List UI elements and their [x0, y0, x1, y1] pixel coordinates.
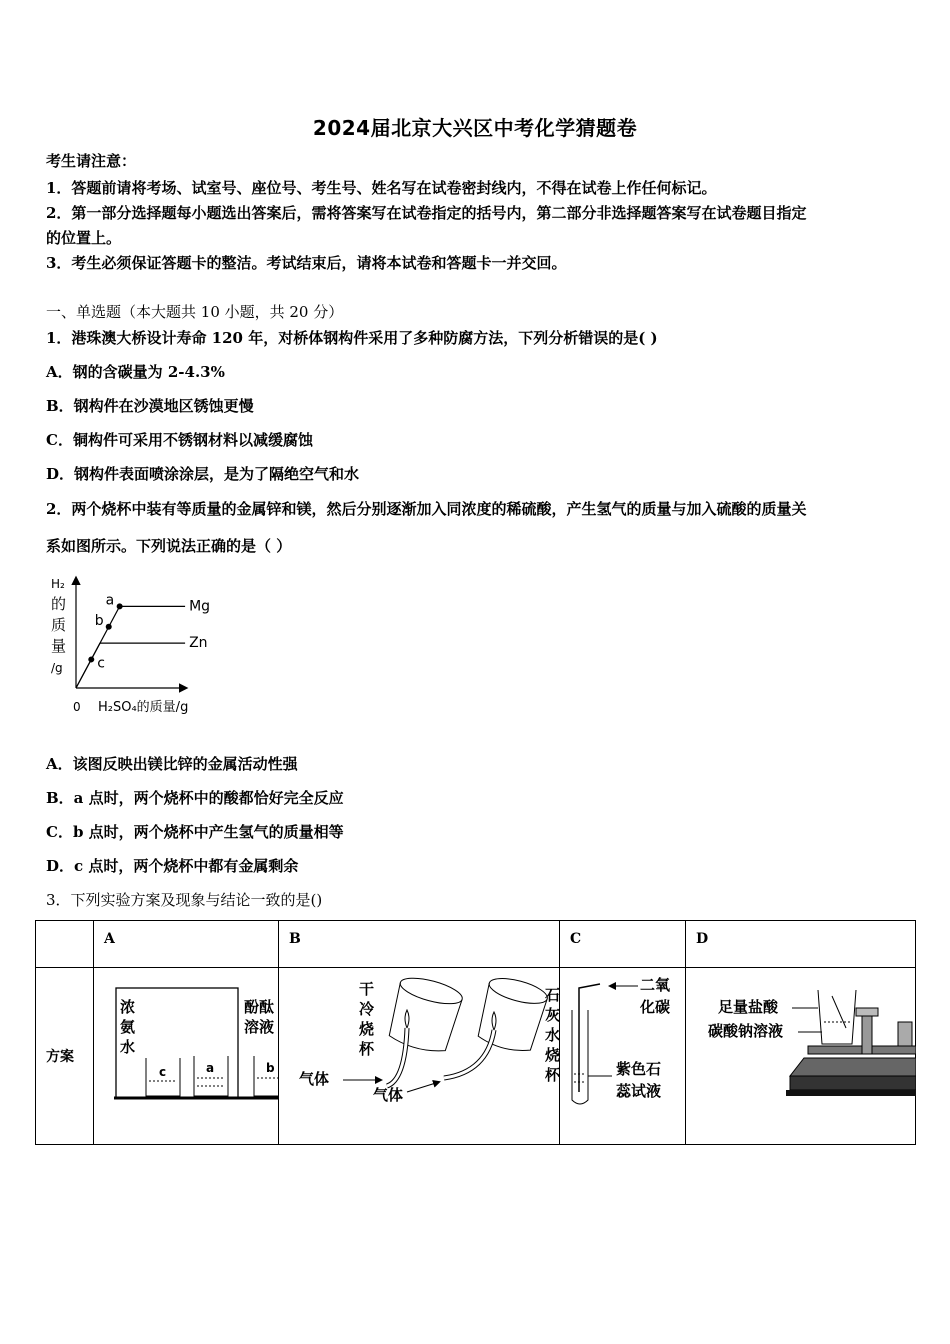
q3-stem: 3．下列实验方案及现象与结论一致的是() — [46, 891, 323, 909]
series-line-zn — [76, 643, 185, 688]
point-label-a: a — [105, 592, 115, 609]
x-axis-label: H₂SO₄的质量/g — [98, 700, 189, 715]
q2-option-a: A．该图反映出镁比锌的金属活动性强 — [46, 755, 298, 773]
flame-2 — [492, 1012, 496, 1030]
balance-base — [790, 1076, 916, 1090]
label-acid: 足量盐酸 — [718, 998, 779, 1016]
label-co2-2: 化碳 — [640, 998, 671, 1016]
label-gas-2: 气体 — [373, 1086, 404, 1104]
series-label-zn: Zn — [189, 635, 208, 652]
notice-heading: 考生请注意： — [46, 152, 137, 170]
row-label-plan: 方案 — [36, 968, 94, 1145]
header-empty — [36, 921, 94, 968]
diagram-c — [560, 968, 686, 1140]
point-b — [106, 624, 112, 630]
q1-option-b: B．钢构件在沙漠地区锈蚀更慢 — [46, 397, 254, 415]
point-c — [88, 656, 94, 662]
label-cold-3: 烧 — [359, 1020, 375, 1038]
q1-option-a: A．钢的含碳量为 2-4.3% — [46, 363, 225, 381]
q2-stem-1: 2．两个烧杯中装有等质量的金属锌和镁，然后分别逐渐加入同浓度的稀硫酸，产生氢气的质量与加入硫酸的质量关 — [46, 500, 807, 518]
section-heading: 一、单选题（本大题共 10 小题，共 20 分） — [46, 303, 344, 321]
y-label-char-0: H₂ — [51, 577, 65, 591]
diagram-a — [94, 968, 279, 1140]
point-label-c: c — [97, 655, 105, 672]
label-cold-4: 杯 — [359, 1040, 375, 1058]
diagram-d — [686, 968, 916, 1140]
notice-item-2: 2．第一部分选择题每小题选出答案后，需将答案写在试卷指定的括号内，第二部分非选择题答案写在试卷题目指定 — [46, 204, 807, 222]
flame-1 — [405, 1010, 409, 1028]
cell-b — [279, 968, 560, 1145]
origin-label: 0 — [73, 700, 81, 714]
q2-chart — [46, 570, 226, 720]
tube-2-inner — [444, 1030, 494, 1078]
q1-option-c: C．铜构件可采用不锈钢材料以减缓腐蚀 — [46, 431, 313, 449]
label-lime-5: 杯 — [545, 1066, 560, 1084]
arrow-gas-2 — [407, 1082, 439, 1092]
cell-a — [94, 968, 279, 1145]
notice-item-3: 3．考生必须保证答题卡的整洁。考试结束后，请将本试卷和答题卡一并交回。 — [46, 254, 567, 272]
header-c: C — [560, 921, 686, 968]
label-ammonia-2: 氨 — [120, 1018, 136, 1036]
q2-option-b: B．a 点时，两个烧杯中的酸都恰好完全反应 — [46, 789, 344, 807]
label-cold-2: 冷 — [359, 1000, 375, 1018]
header-a: A — [94, 921, 279, 968]
label-litmus-2: 蕊试液 — [616, 1082, 662, 1100]
balance-pillar — [862, 1014, 872, 1054]
label-cold-1: 干 — [359, 980, 375, 998]
balance-foot — [786, 1090, 916, 1096]
y-label-char-3: 量 — [51, 637, 67, 655]
cell-d — [686, 968, 916, 1145]
series-line-mg — [76, 606, 185, 688]
test-tube — [572, 1010, 588, 1104]
label-ammonia-1: 浓 — [120, 998, 136, 1016]
cell-c — [560, 968, 686, 1145]
series-label-mg: Mg — [189, 598, 211, 615]
header-d: D — [686, 921, 916, 968]
diagram-b — [279, 968, 560, 1140]
label-gas-1: 气体 — [299, 1070, 330, 1088]
y-label-char-1: 的 — [51, 595, 67, 613]
header-b: B — [279, 921, 560, 968]
label-co2-1: 二氧 — [640, 976, 671, 994]
label-b: b — [266, 1061, 275, 1075]
label-lime-1: 石 — [545, 986, 560, 1004]
label-ammonia-3: 水 — [120, 1038, 136, 1056]
q2-option-d: D．c 点时，两个烧杯中都有金属剩余 — [46, 857, 299, 875]
notice-item-1: 1．答题前请将考场、试室号、座位号、考生号、姓名写在试卷密封线内，不得在试卷上作任何标记。 — [46, 179, 717, 197]
balance-base-top — [790, 1058, 916, 1076]
label-a: a — [206, 1061, 215, 1075]
label-phenol-1: 酚酞 — [244, 998, 275, 1016]
y-label-char-4: /g — [51, 661, 63, 675]
q2-option-c: C．b 点时，两个烧杯中产生氢气的质量相等 — [46, 823, 344, 841]
label-lime-2: 灰 — [545, 1006, 560, 1024]
page-title: 2024届北京大兴区中考化学猜题卷 — [312, 116, 638, 140]
y-label-char-2: 质 — [51, 616, 67, 634]
lime-beaker — [474, 974, 550, 1056]
q1-option-d: D．钢构件表面喷涂涂层，是为了隔绝空气和水 — [46, 465, 360, 483]
test-tube-d — [832, 996, 846, 1028]
q3-table — [35, 920, 916, 1145]
q2-stem-2: 系如图所示。下列说法正确的是（ ） — [46, 537, 292, 555]
y-axis-label — [51, 577, 66, 675]
label-phenol-2: 溶液 — [244, 1018, 275, 1036]
point-a — [117, 603, 123, 609]
balance-top — [856, 1008, 878, 1016]
point-label-b: b — [94, 612, 104, 629]
label-lime-3: 水 — [545, 1026, 560, 1044]
beaker-d — [818, 990, 856, 1044]
label-c: c — [159, 1065, 167, 1079]
label-litmus-1: 紫色石 — [616, 1060, 662, 1078]
cold-beaker — [385, 973, 465, 1056]
q1-stem: 1．港珠澳大桥设计寿命 120 年，对桥体钢构件采用了多种防腐方法，下列分析错误的是( ) — [46, 329, 658, 347]
label-soda: 碳酸钠溶液 — [708, 1022, 784, 1040]
weight — [898, 1022, 912, 1046]
label-lime-4: 烧 — [545, 1046, 560, 1064]
notice-item-2-cont: 的位置上。 — [46, 229, 122, 247]
